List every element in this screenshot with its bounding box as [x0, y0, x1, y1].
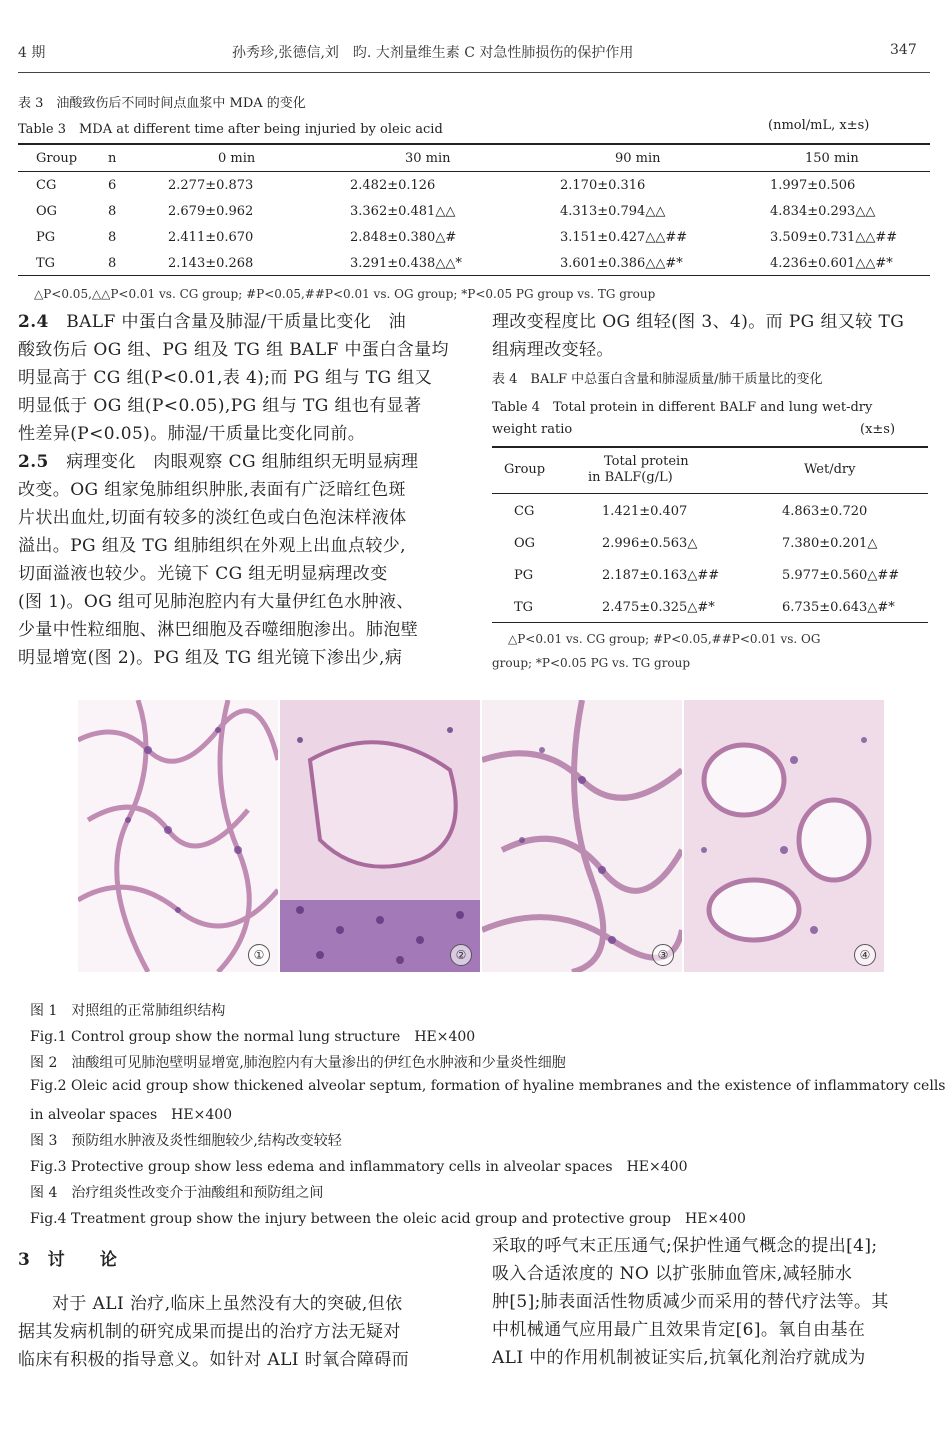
table-cell: 2.143±0.268: [168, 255, 254, 271]
table-cell: 4.236±0.601△△#*: [770, 255, 893, 271]
table4-bottom-rule: [492, 622, 928, 623]
table-cell: 8: [108, 255, 117, 271]
right-column-top: [492, 308, 932, 364]
figure-caption: 图 4 治疗组炎性改变介于油酸组和预防组之间: [30, 1185, 324, 1201]
table-row: [18, 198, 930, 224]
body-text: 性差异(P<0.05)。肺湿/干质量比变化同前。: [18, 424, 366, 444]
table-row: [18, 224, 930, 250]
table3-unit: (nmol/mL, x±s): [768, 118, 870, 133]
body-text: 油: [388, 312, 406, 332]
table-row: [18, 250, 930, 276]
table-cell: TG: [36, 255, 56, 271]
running-title: 孙秀珍,张德信,刘 昀. 大剂量维生素 C 对急性肺损伤的保护作用: [232, 45, 634, 61]
body-text: 明显高于 CG 组(P<0.01,表 4);而 PG 组与 TG 组又: [18, 368, 433, 388]
table3-header: 150 min: [805, 150, 859, 166]
table-cell: 2.187±0.163△##: [602, 567, 720, 583]
table4-header-protein: Total protein: [604, 454, 689, 469]
table-cell: TG: [514, 599, 534, 615]
table-cell: 4.834±0.293△△: [770, 203, 876, 219]
section-3-right: [492, 1232, 932, 1372]
table4: [492, 495, 928, 623]
header-rule: [18, 72, 930, 73]
body-text: 肿[5];肺表面活性物质减少而采用的替代疗法等。其: [492, 1292, 889, 1312]
table-cell: PG: [514, 567, 534, 583]
tissue-image: [78, 700, 278, 972]
table-cell: 3.509±0.731△△##: [770, 229, 898, 245]
table-cell: 2.170±0.316: [560, 177, 646, 193]
body-text: 肉眼观察 CG 组肺组织无明显病理: [153, 452, 419, 472]
table-cell: OG: [36, 203, 58, 219]
table3-header: 90 min: [615, 150, 661, 166]
table4-mid-rule: [492, 493, 928, 494]
figure-caption: Fig.2 Oleic acid group show thickened alveolar septum, formation of hyaline membranes and the existence of inflammatory cells: [30, 1078, 946, 1094]
body-text: 临床有积极的指导意义。如针对 ALI 时氧合障碍而: [18, 1350, 410, 1370]
figure-caption: in alveolar spaces HE×400: [30, 1107, 233, 1123]
table-cell: 2.482±0.126: [350, 177, 436, 193]
body-text: 理改变程度比 OG 组轻(图 3、4)。而 PG 组又较 TG: [492, 312, 905, 332]
table-cell: 7.380±0.201△: [782, 535, 878, 551]
body-text: 采取的呼气末正压通气;保护性通气概念的提出[4];: [492, 1236, 878, 1256]
table4-header-wetdry: Wet/dry: [804, 462, 856, 477]
table4-note-2: group; *P<0.05 PG vs. TG group: [492, 656, 691, 670]
body-text: 明显低于 OG 组(P<0.05),PG 组与 TG 组也有显著: [18, 396, 422, 416]
section-3-left: [18, 1290, 458, 1374]
section-2-4-number: 2.4: [18, 312, 49, 332]
table3-header-row: [18, 145, 930, 171]
table4-header-protein-unit: in BALF(g/L): [588, 470, 673, 485]
left-column: [18, 308, 458, 672]
body-text: 少量中性粒细胞、淋巴细胞及吞噬细胞渗出。肺泡壁: [18, 620, 419, 640]
figure-4-micrograph: [684, 700, 884, 972]
section-2-4-title: BALF 中蛋白含量及肺湿/干质量比变化: [66, 312, 372, 332]
table-row: [492, 591, 928, 623]
section-2-5-number: 2.5: [18, 452, 49, 472]
table-cell: 3.151±0.427△△##: [560, 229, 688, 245]
figure-caption: Fig.3 Protective group show less edema and inflammatory cells in alveolar spaces HE×400: [30, 1159, 688, 1175]
page-number: 347: [890, 42, 917, 58]
table-cell: 2.411±0.670: [168, 229, 254, 245]
table3-note: △P<0.05,△△P<0.01 vs. CG group; #P<0.05,##P<0.01 vs. OG group; *P<0.05 PG group vs. TG group: [34, 287, 656, 301]
table-row: [18, 172, 930, 198]
table-cell: 1.421±0.407: [602, 503, 688, 519]
figure-label: ④: [854, 944, 876, 966]
section-2-5-title: 病理变化: [66, 452, 136, 472]
table-cell: 2.996±0.563△: [602, 535, 698, 551]
table-cell: 4.313±0.794△△: [560, 203, 666, 219]
table-cell: 1.997±0.506: [770, 177, 856, 193]
table3-caption-en: Table 3 MDA at different time after being injuried by oleic acid: [18, 122, 443, 137]
table-cell: 5.977±0.560△##: [782, 567, 900, 583]
section-2-4-first-line: [18, 308, 458, 336]
body-text: 吸入合适浓度的 NO 以扩张肺血管床,减轻肺水: [492, 1264, 853, 1284]
table-cell: 4.863±0.720: [782, 503, 868, 519]
table4-caption-en: Table 4 Total protein in different BALF and lung wet-dry: [492, 400, 873, 415]
table3: [18, 145, 930, 276]
table-row: [492, 559, 928, 591]
table4-caption-cn: 表 4 BALF 中总蛋白含量和肺湿质量/肺干质量比的变化: [492, 372, 823, 387]
table-cell: PG: [36, 229, 56, 245]
body-text: 明显增宽(图 2)。PG 组及 TG 组光镜下渗出少,病: [18, 648, 403, 668]
figure-caption: 图 2 油酸组可见肺泡壁明显增宽,肺泡腔内有大量渗出的伊红色水肿液和少量炎性细胞: [30, 1055, 566, 1071]
table-cell: 3.291±0.438△△*: [350, 255, 462, 271]
table4-unit: (x±s): [860, 422, 896, 437]
table-cell: 6.735±0.643△#*: [782, 599, 895, 615]
figure-label: ③: [652, 944, 674, 966]
body-text: 据其发病机制的研究成果而提出的治疗方法无疑对: [18, 1322, 401, 1342]
body-text: 切面溢液也较少。光镜下 CG 组无明显病理改变: [18, 564, 388, 584]
tissue-image: [684, 700, 884, 972]
section-3-heading: 3 讨 论: [18, 1250, 118, 1270]
table-cell: 2.679±0.962: [168, 203, 254, 219]
table-cell: 2.277±0.873: [168, 177, 254, 193]
table3-caption-cn: 表 3 油酸致伤后不同时间点血浆中 MDA 的变化: [18, 96, 306, 111]
table-cell: 3.362±0.481△△: [350, 203, 456, 219]
table3-header: 0 min: [218, 150, 256, 166]
body-text: 对于 ALI 治疗,临床上虽然没有大的突破,但依: [52, 1294, 403, 1314]
figure-caption: 图 1 对照组的正常肺组织结构: [30, 1003, 226, 1019]
body-text: 中机械通气应用最广且效果肯定[6]。氧自由基在: [492, 1320, 866, 1340]
body-text: 片状出血灶,切面有较多的淡红色或白色泡沫样液体: [18, 508, 407, 528]
table3-header: Group: [36, 150, 78, 166]
table-row: [492, 527, 928, 559]
table3-bottom-rule: [18, 275, 930, 276]
table-cell: 2.475±0.325△#*: [602, 599, 715, 615]
table-row: [492, 495, 928, 527]
table4-header-group: Group: [504, 462, 546, 477]
table-cell: CG: [36, 177, 57, 193]
table-cell: 8: [108, 229, 117, 245]
tissue-image: [280, 700, 480, 972]
table4-note: △P<0.01 vs. CG group; #P<0.05,##P<0.01 vs. OG: [508, 632, 821, 646]
body-text: 组病理改变轻。: [492, 340, 614, 360]
body-text: 改变。OG 组家兔肺组织肿胀,表面有广泛暗红色斑: [18, 480, 406, 500]
body-text: (图 1)。OG 组可见肺泡腔内有大量伊红色水肿液、: [18, 592, 414, 612]
table-cell: 2.848±0.380△#: [350, 229, 457, 245]
table-cell: CG: [514, 503, 535, 519]
figure-caption: Fig.1 Control group show the normal lung structure HE×400: [30, 1029, 476, 1045]
table-cell: OG: [514, 535, 536, 551]
body-text: 溢出。PG 组及 TG 组肺组织在外观上出血点较少,: [18, 536, 406, 556]
body-text: 酸致伤后 OG 组、PG 组及 TG 组 BALF 中蛋白含量均: [18, 340, 449, 360]
figure-2-micrograph: [280, 700, 480, 972]
section-2-5-first-line: [18, 448, 458, 476]
body-text: ALI 中的作用机制被证实后,抗氧化剂治疗就成为: [492, 1348, 866, 1368]
table3-header: 30 min: [405, 150, 451, 166]
table-cell: 8: [108, 203, 117, 219]
figure-label: ①: [248, 944, 270, 966]
table4-caption-en-2: weight ratio: [492, 422, 573, 437]
figure-caption: 图 3 预防组水肿液及炎性细胞较少,结构改变较轻: [30, 1133, 342, 1149]
tissue-image: [482, 700, 682, 972]
figure-1-micrograph: [78, 700, 278, 972]
table3-header: n: [108, 150, 117, 166]
table4-header: [492, 448, 928, 494]
table-cell: 3.601±0.386△△#*: [560, 255, 683, 271]
figure-3-micrograph: [482, 700, 682, 972]
figure-caption: Fig.4 Treatment group show the injury between the oleic acid group and protective group HE×400: [30, 1211, 746, 1227]
issue-number: 4 期: [18, 45, 46, 61]
table-cell: 6: [108, 177, 117, 193]
figure-label: ②: [450, 944, 472, 966]
